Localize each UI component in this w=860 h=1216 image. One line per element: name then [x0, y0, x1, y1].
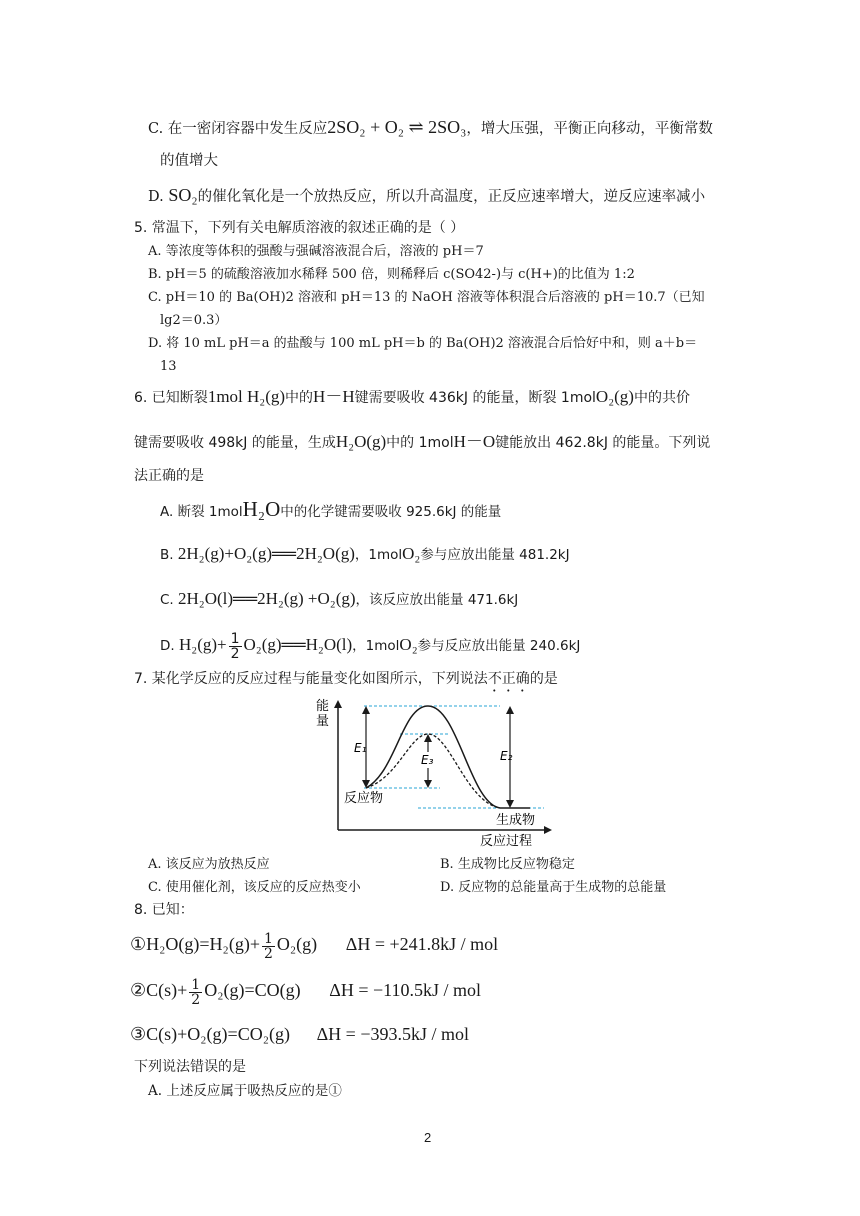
q6-text: 键需要吸收 498kJ 的能量，生成 — [134, 435, 336, 451]
q6-d-fraction — [229, 632, 242, 661]
q4-option-d — [148, 186, 705, 206]
q6-b-text2: 参与应放出能量 481.2kJ — [420, 547, 570, 563]
q8-r1-fraction — [262, 932, 275, 961]
q6-a-text2: 中的化学键需要吸收 925.6kJ 的能量 — [280, 504, 502, 520]
q8-r2-right: O₂(g)=CO(g) — [204, 980, 301, 1000]
q4-c-text: C. 在一密闭容器中发生反应 — [148, 121, 328, 137]
q8-r1-frac-num: 1 — [263, 930, 273, 947]
q8-option-a: A. 上述反应属于吸热反应的是① — [148, 1083, 342, 1099]
q6-d-frac-den: 2 — [230, 645, 240, 662]
q6-d-text: ，1mol — [352, 638, 400, 654]
e2-label: E₂ — [500, 749, 513, 763]
q6-stem-line3: 法正确的是 — [134, 468, 204, 484]
q8-question: 下列说法错误的是 — [134, 1059, 246, 1075]
q6-d-h2: H₂(g)+ — [178, 635, 227, 654]
q8-r1-right: O₂(g) — [276, 934, 318, 954]
q8-r1-enthalpy: ΔH = +241.8kJ / mol — [345, 934, 499, 954]
q6-text: 键需要吸收 436kJ 的能量，断裂 1mol — [354, 390, 596, 406]
q6-text: 键能放出 462.8kJ 的能量。下列说 — [495, 435, 711, 451]
q6-text: 中的 1mol — [386, 435, 454, 451]
q7-option-d: D. 反应物的总能量高于生成物的总能量 — [440, 880, 667, 895]
page-number: 2 — [424, 1130, 432, 1145]
e1-label: E₁ — [354, 741, 367, 755]
q5-stem: 5. 常温下，下列有关电解质溶液的叙述正确的是（ ） — [134, 220, 465, 236]
e3-label: E₃ — [421, 753, 434, 767]
q8-reaction-3 — [130, 1022, 469, 1048]
q6-a-h2o: H₂O — [242, 497, 281, 521]
y-axis-label-2: 量 — [316, 714, 330, 729]
q4-option-c-line2: 的值增大 — [160, 153, 218, 169]
catalyzed-curve — [366, 734, 500, 808]
q6-a-text: A. 断裂 1mol — [160, 504, 243, 520]
q8-r2-enthalpy: ΔH = −110.5kJ / mol — [329, 980, 481, 1000]
q6-b-equation: 2H₂(g)+O₂(g)══2H₂O(g) — [177, 544, 355, 563]
q8-reaction-2 — [130, 974, 481, 1008]
q8-r3-enthalpy: ΔH = −393.5kJ / mol — [316, 1024, 469, 1044]
q6-option-d — [160, 630, 580, 661]
q4-c-equation: 2SO₂ + O₂ ⇌ 2SO₃ — [327, 117, 467, 137]
q6-hh-bond: H－H — [313, 387, 355, 406]
q5-option-a: A. 等浓度等体积的强酸与强碱溶液混合后，溶液的 pH＝7 — [148, 244, 484, 259]
q6-stem-line1 — [134, 388, 690, 407]
q8-r1-left: ①H₂O(g)=H₂(g)+ — [130, 934, 260, 954]
q4-d-species: SO₂ — [168, 185, 198, 205]
q5-option-c-line1: C. pH＝10 的 Ba(OH)2 溶液和 pH＝13 的 NaOH 溶液等体积混合后溶液的 pH＝10.7（已知 — [148, 290, 705, 305]
q4-d-text: 的催化氧化是一个放热反应，所以升高温度，正反应速率增大，逆反应速率减小 — [197, 189, 706, 205]
q6-b-o2: O₂ — [402, 544, 421, 563]
q5-option-b: B. pH＝5 的硫酸溶液加水稀释 500 倍，则稀释后 c(SO42-)与 c(H+)的比值为 1:2 — [148, 267, 635, 282]
product-label: 生成物 — [496, 813, 536, 828]
q5-option-d-line1: D. 将 10 mL pH＝a 的盐酸与 100 mL pH＝b 的 Ba(OH)2 溶液混合后恰好中和，则 a＋b＝ — [148, 336, 698, 351]
q4-option-c-line1 — [148, 118, 713, 138]
q6-d-label: D. — [160, 638, 175, 654]
q8-stem: 8. 已知： — [134, 902, 194, 918]
q4-d-label: D. — [148, 189, 169, 205]
q8-r2-frac-num: 1 — [191, 976, 201, 993]
q6-option-c — [160, 590, 518, 609]
q6-text: 中的共价 — [633, 390, 690, 406]
q6-stem-line2 — [134, 433, 710, 452]
q8-r2-left: ②C(s)+ — [130, 980, 188, 1000]
q6-d-equation: O₂(g)══H₂O(l) — [243, 635, 353, 654]
q4-c-text2: ，增大压强，平衡正向移动，平衡常数 — [466, 121, 713, 137]
q6-h2: 1mol H₂(g) — [207, 387, 286, 406]
q7-option-a: A. 该反应为放热反应 — [148, 857, 270, 872]
q6-text: 中的 — [285, 390, 314, 406]
y-axis-label-1: 能 — [316, 699, 330, 714]
q8-r2-fraction — [189, 978, 202, 1007]
q6-d-frac-num: 1 — [230, 630, 240, 647]
q7-option-c: C. 使用催化剂，该反应的反应热变小 — [148, 880, 361, 895]
q7-emphasis: 不正确 — [487, 671, 530, 687]
x-axis-label: 反应过程 — [480, 834, 533, 849]
q8-r3-equation: ③C(s)+O₂(g)=CO₂(g) — [130, 1024, 290, 1044]
q5-option-c-line2: lg2＝0.3） — [160, 313, 228, 328]
q7-text: 7. 某化学反应的反应过程与能量变化如图所示，下列说法 — [134, 671, 488, 687]
q6-d-text2: 参与反应放出能量 240.6kJ — [417, 638, 581, 654]
reactant-label: 反应物 — [344, 791, 384, 806]
energy-diagram — [300, 692, 560, 850]
q6-b-text: ，1mol — [354, 547, 403, 563]
q7-option-b: B. 生成物比反应物稳定 — [440, 857, 575, 872]
q7-text2: 的是 — [529, 671, 558, 687]
q8-r1-frac-den: 2 — [263, 945, 273, 962]
q8-reaction-1 — [130, 928, 498, 962]
q6-ho-bond: H－O — [453, 432, 496, 451]
q6-b-label: B. — [160, 547, 174, 563]
q6-text: 6. 已知断裂 — [134, 390, 208, 406]
q6-option-b — [160, 545, 570, 564]
q6-c-label: C. — [160, 592, 174, 608]
q6-d-o2: O₂ — [399, 635, 418, 654]
q6-o2: O₂(g) — [595, 387, 634, 406]
q6-option-a — [160, 497, 502, 521]
q6-c-equation: 2H₂O(l)══2H₂(g) +O₂(g) — [178, 589, 356, 608]
q5-option-d-line2: 13 — [160, 359, 177, 374]
q6-c-text: ，该反应放出能量 471.6kJ — [355, 592, 519, 608]
q8-r2-frac-den: 2 — [191, 991, 201, 1008]
q6-h2o: H₂O(g) — [335, 432, 387, 451]
